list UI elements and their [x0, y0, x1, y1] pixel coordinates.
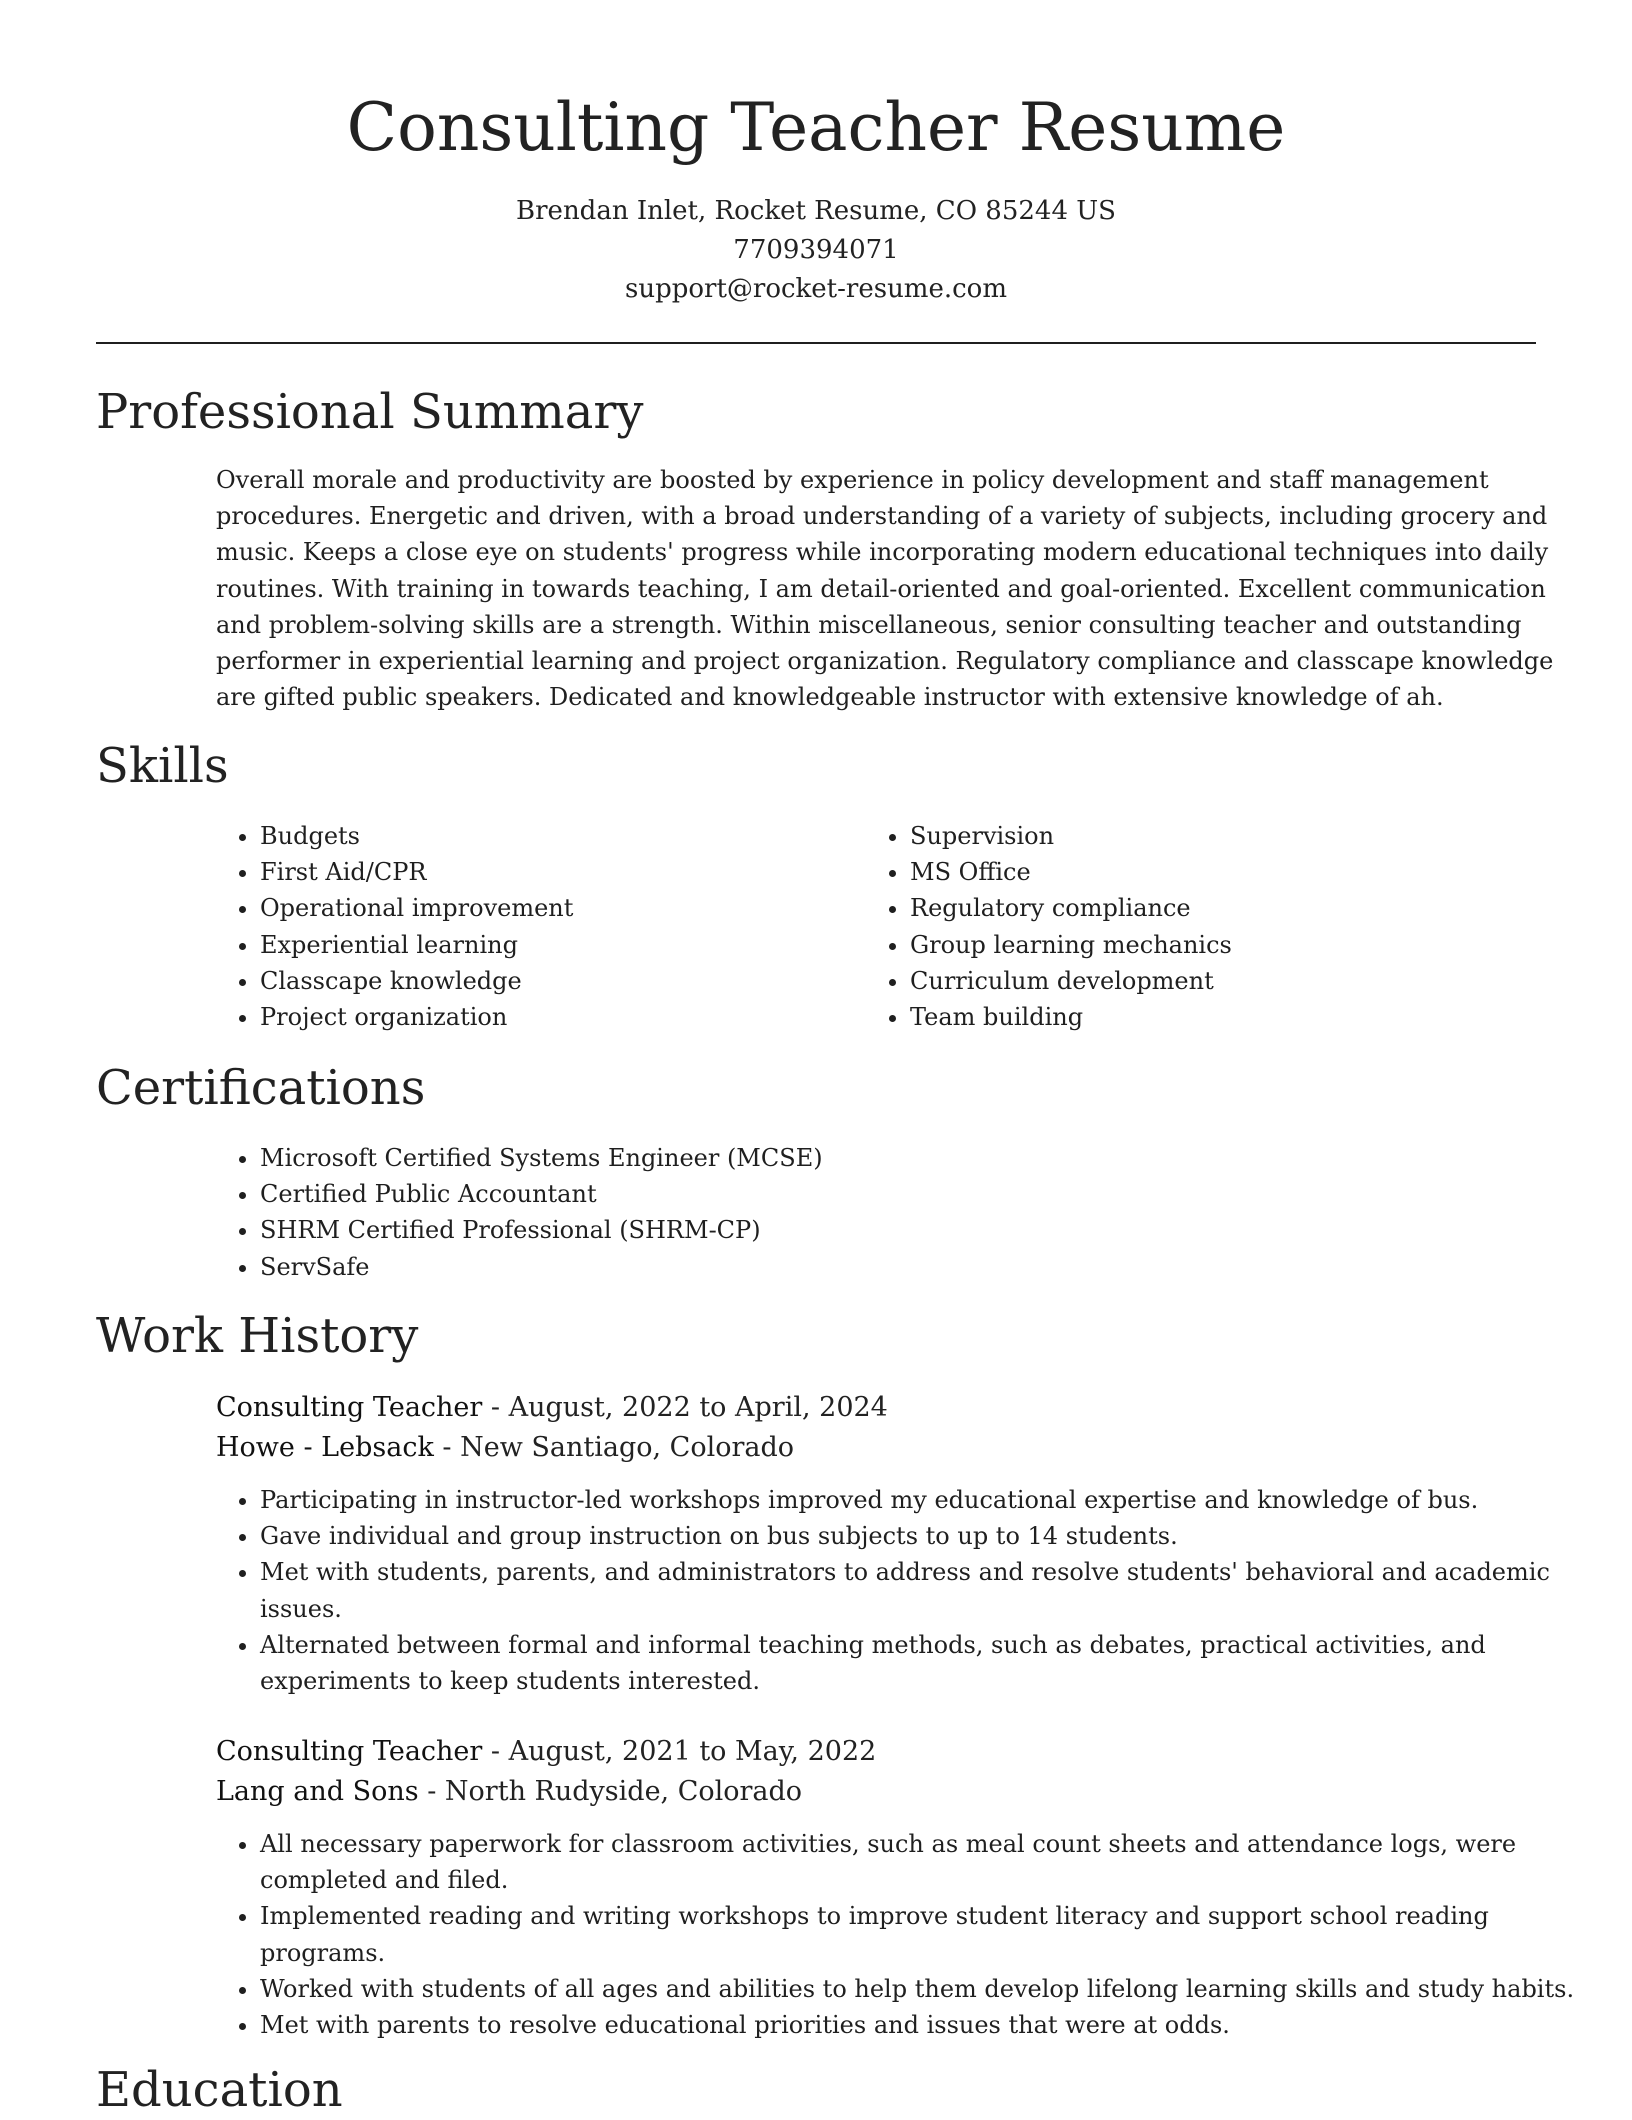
skill-item: • MS Office — [910, 854, 1510, 890]
skill-item: • Operational improvement — [260, 890, 820, 926]
job-duties-list — [216, 1482, 1580, 1699]
skill-item: • Classcape knowledge — [260, 963, 820, 999]
skill-item: • First Aid/CPR — [260, 854, 820, 890]
job-title-line — [216, 1388, 888, 1428]
section-heading-certifications: Certifications — [96, 1060, 426, 1116]
job-duty: • Alternated between formal and informal teaching methods, such as debates, practical activities, and experiments to keep students interested. — [260, 1627, 1580, 1699]
contact-block — [0, 192, 1632, 309]
job-duty: • Met with students, parents, and administrators to address and resolve students' behavioral and academic issues. — [260, 1554, 1580, 1626]
job-dates: - August, 2021 to May, 2022 — [482, 1736, 877, 1767]
certification-item: • SHRM Certified Professional (SHRM-CP) — [260, 1212, 1460, 1248]
certifications-list — [216, 1140, 1460, 1285]
job-company-line — [216, 1428, 794, 1468]
contact-phone: 7709394071 — [733, 235, 899, 265]
skills-list-left — [216, 818, 820, 1035]
job-title: Consulting Teacher — [216, 1736, 483, 1767]
job-company: Howe - Lebsack — [216, 1432, 434, 1463]
certification-item: • Microsoft Certified Systems Engineer (MCSE) — [260, 1140, 1460, 1176]
job-duty: • Gave individual and group instruction on bus subjects to up to 14 students. — [260, 1518, 1580, 1554]
resume-title: Consulting Teacher Resume — [346, 89, 1286, 166]
header-divider — [96, 342, 1536, 344]
certification-item: • ServSafe — [260, 1249, 1460, 1285]
skill-item: • Curriculum development — [910, 963, 1510, 999]
section-heading-summary: Professional Summary — [96, 384, 644, 440]
section-heading-education: Education — [96, 2062, 343, 2118]
skill-item: • Regulatory compliance — [910, 890, 1510, 926]
skill-item: • Budgets — [260, 818, 820, 854]
contact-email: support@rocket-resume.com — [624, 274, 1007, 304]
section-heading-skills: Skills — [96, 738, 229, 794]
job-duty: • Worked with students of all ages and abilities to help them develop lifelong learning skills and study habits. — [260, 1971, 1600, 2007]
skills-list-right — [866, 818, 1510, 1035]
job-duty: • All necessary paperwork for classroom activities, such as meal count sheets and attendance logs, were completed and filed. — [260, 1826, 1600, 1898]
job-title-line — [216, 1732, 876, 1772]
job-duty: • Implemented reading and writing workshops to improve student literacy and support school reading programs. — [260, 1898, 1600, 1970]
job-duty: • Participating in instructor-led workshops improved my educational expertise and knowledge of bus. — [260, 1482, 1580, 1518]
certification-item: • Certified Public Accountant — [260, 1176, 1460, 1212]
job-duty: • Met with parents to resolve educational priorities and issues that were at odds. — [260, 2007, 1600, 2043]
contact-address: Brendan Inlet, Rocket Resume, CO 85244 US — [516, 196, 1116, 226]
skill-item: • Team building — [910, 999, 1510, 1035]
summary-text: Overall morale and productivity are boosted by experience in policy development and staff management procedures. Energetic and driven, with a broad understanding of a variety of subjects, including grocery and music. Keeps a close eye on students' progress while incorporating modern educational techniques into daily routines. With training in towards teaching, I am detail-oriented and goal-oriented. Excellent communication and problem-solving skills are a strength. Within miscellaneous, senior consulting teacher and outstanding performer in experiential learning and project organization. Regulatory compliance and classcape knowledge are gifted public speakers. Dedicated and knowledgeable instructor with extensive knowledge of ah. — [216, 466, 1554, 712]
section-heading-work-history: Work History — [96, 1308, 419, 1364]
job-duties-list — [216, 1826, 1600, 2043]
job-location: - New Santiago, Colorado — [433, 1432, 795, 1463]
job-location: - North Rudyside, Colorado — [418, 1776, 803, 1807]
job-company: Lang and Sons — [216, 1776, 419, 1807]
job-company-line — [216, 1772, 802, 1812]
skill-item: • Supervision — [910, 818, 1510, 854]
job-dates: - August, 2022 to April, 2024 — [482, 1392, 888, 1423]
job-title: Consulting Teacher — [216, 1392, 483, 1423]
skill-item: • Group learning mechanics — [910, 927, 1510, 963]
skill-item: • Project organization — [260, 999, 820, 1035]
skill-item: • Experiential learning — [260, 927, 820, 963]
